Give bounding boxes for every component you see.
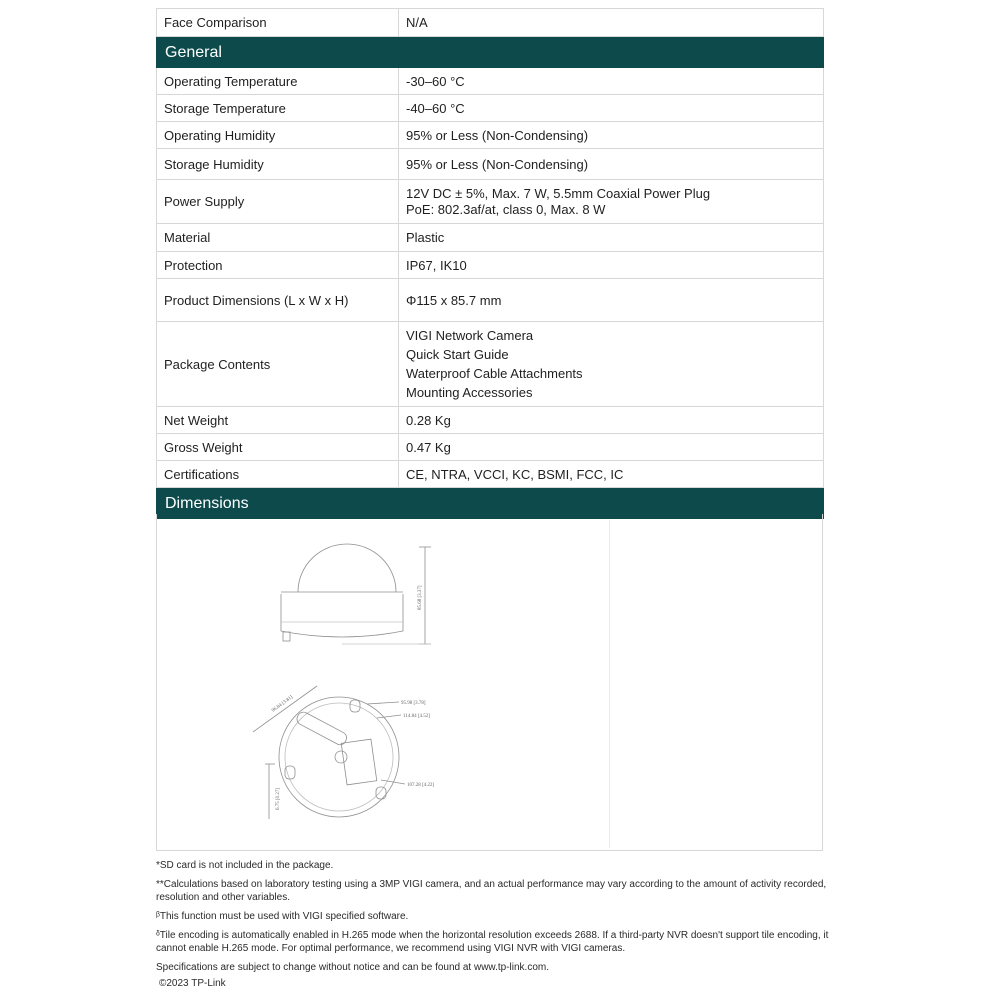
height-label: 85.68 [3.37] <box>418 585 423 610</box>
spec-label: Net Weight <box>157 407 399 434</box>
hole-small-label: 95.98 [3.78] <box>401 701 426 706</box>
spec-label: Gross Weight <box>157 434 399 461</box>
spec-row-gross-weight <box>157 434 824 461</box>
spec-value: CE, NTRA, VCCI, KC, BSMI, FCC, IC <box>399 461 824 488</box>
width-dimension-line <box>253 686 317 732</box>
camera-body-outline <box>281 594 403 637</box>
dimension-drawing <box>157 514 824 851</box>
spec-value: 95% or Less (Non-Condensing) <box>399 122 824 149</box>
spec-label: Power Supply <box>157 180 399 224</box>
section-title: Dimensions <box>157 488 824 519</box>
spec-value-line: 12V DC ± 5%, Max. 7 W, 5.5mm Coaxial Power Plug <box>406 185 711 201</box>
screw-label: 6.75 [0.27] <box>276 787 281 810</box>
leader-line <box>367 702 399 704</box>
spec-value: 0.47 Kg <box>399 434 824 461</box>
section-header-general <box>157 37 824 68</box>
spec-table <box>156 8 824 519</box>
spec-row-power-supply <box>157 180 824 224</box>
spec-value-line: Mounting Accessories <box>406 385 533 400</box>
spec-row-product-dimensions <box>157 279 824 322</box>
center-hub <box>335 751 347 763</box>
spec-row-storage-humidity <box>157 149 824 180</box>
spec-label: Protection <box>157 252 399 279</box>
mounting-hole <box>376 787 386 799</box>
spec-row-face-comparison <box>157 9 824 37</box>
spec-row-package-contents <box>157 322 824 407</box>
connector-block <box>341 739 377 785</box>
spec-value: IP67, IK10 <box>399 252 824 279</box>
spec-label: Certifications <box>157 461 399 488</box>
spec-label: Operating Humidity <box>157 122 399 149</box>
bracket-slot <box>295 710 349 747</box>
base-diameter-label: 107.28 [4.22] <box>407 783 435 788</box>
dome-outline <box>298 544 396 592</box>
section-title: General <box>157 37 824 68</box>
cable-port <box>283 632 290 641</box>
spec-row-operating-humidity <box>157 122 824 149</box>
spec-value-multiline <box>399 322 824 407</box>
dimensions-drawing-area <box>156 514 823 851</box>
footnote: ᵟTile encoding is automatically enabled in H.265 mode when the horizontal resolution exceeds 2688. If a third-party NVR doesn't support tile encoding, it cannot enable H.265 mode. For optimal performance, we recommend using VIGI NVR with VIGI cameras. <box>156 930 829 954</box>
spec-label: Product Dimensions (L x W x H) <box>157 279 399 322</box>
spec-value: -30–60 °C <box>399 68 824 95</box>
spec-value: -40–60 °C <box>399 95 824 122</box>
spec-row-storage-temperature <box>157 95 824 122</box>
spec-value-line: Waterproof Cable Attachments <box>406 366 583 381</box>
spec-value-line: VIGI Network Camera <box>406 328 534 343</box>
spec-row-net-weight <box>157 407 824 434</box>
spec-row-material <box>157 224 824 252</box>
leader-line <box>377 715 401 718</box>
footnotes <box>156 859 832 980</box>
width-label: 96.84 [3.81] <box>271 695 295 714</box>
spec-value: Plastic <box>399 224 824 252</box>
spec-row-operating-temperature <box>157 68 824 95</box>
spec-row-protection <box>157 252 824 279</box>
spec-value: 0.28 Kg <box>399 407 824 434</box>
footnote: Specifications are subject to change without notice and can be found at www.tp-link.com. <box>156 962 550 973</box>
spec-value: N/A <box>399 9 824 37</box>
footnote: **Calculations based on laboratory testing using a 3MP VIGI camera, and an actual performance may vary according to the amount of activity recorded, resolution and other variables. <box>156 879 827 903</box>
mounting-hole <box>350 700 360 712</box>
footnote: *SD card is not included in the package. <box>156 860 334 871</box>
spec-label: Storage Humidity <box>157 149 399 180</box>
spec-row-certifications <box>157 461 824 488</box>
spec-value-line: PoE: 802.3af/at, class 0, Max. 8 W <box>406 201 606 217</box>
footnote: ᵝThis function must be used with VIGI specified software. <box>156 911 409 922</box>
spec-label: Material <box>157 224 399 252</box>
spec-label: Storage Temperature <box>157 95 399 122</box>
hole-diameter-label: 114.84 [4.52] <box>403 714 430 719</box>
spec-label: Face Comparison <box>157 9 399 37</box>
spec-label: Operating Temperature <box>157 68 399 95</box>
copyright: ©2023 TP-Link <box>159 978 226 989</box>
spec-value: Φ115 x 85.7 mm <box>399 279 824 322</box>
inner-ring <box>285 703 393 811</box>
spec-value-line: Quick Start Guide <box>406 347 509 362</box>
spec-value: 95% or Less (Non-Condensing) <box>399 149 824 180</box>
spec-label: Package Contents <box>157 322 399 407</box>
spec-value-multiline <box>399 180 824 224</box>
